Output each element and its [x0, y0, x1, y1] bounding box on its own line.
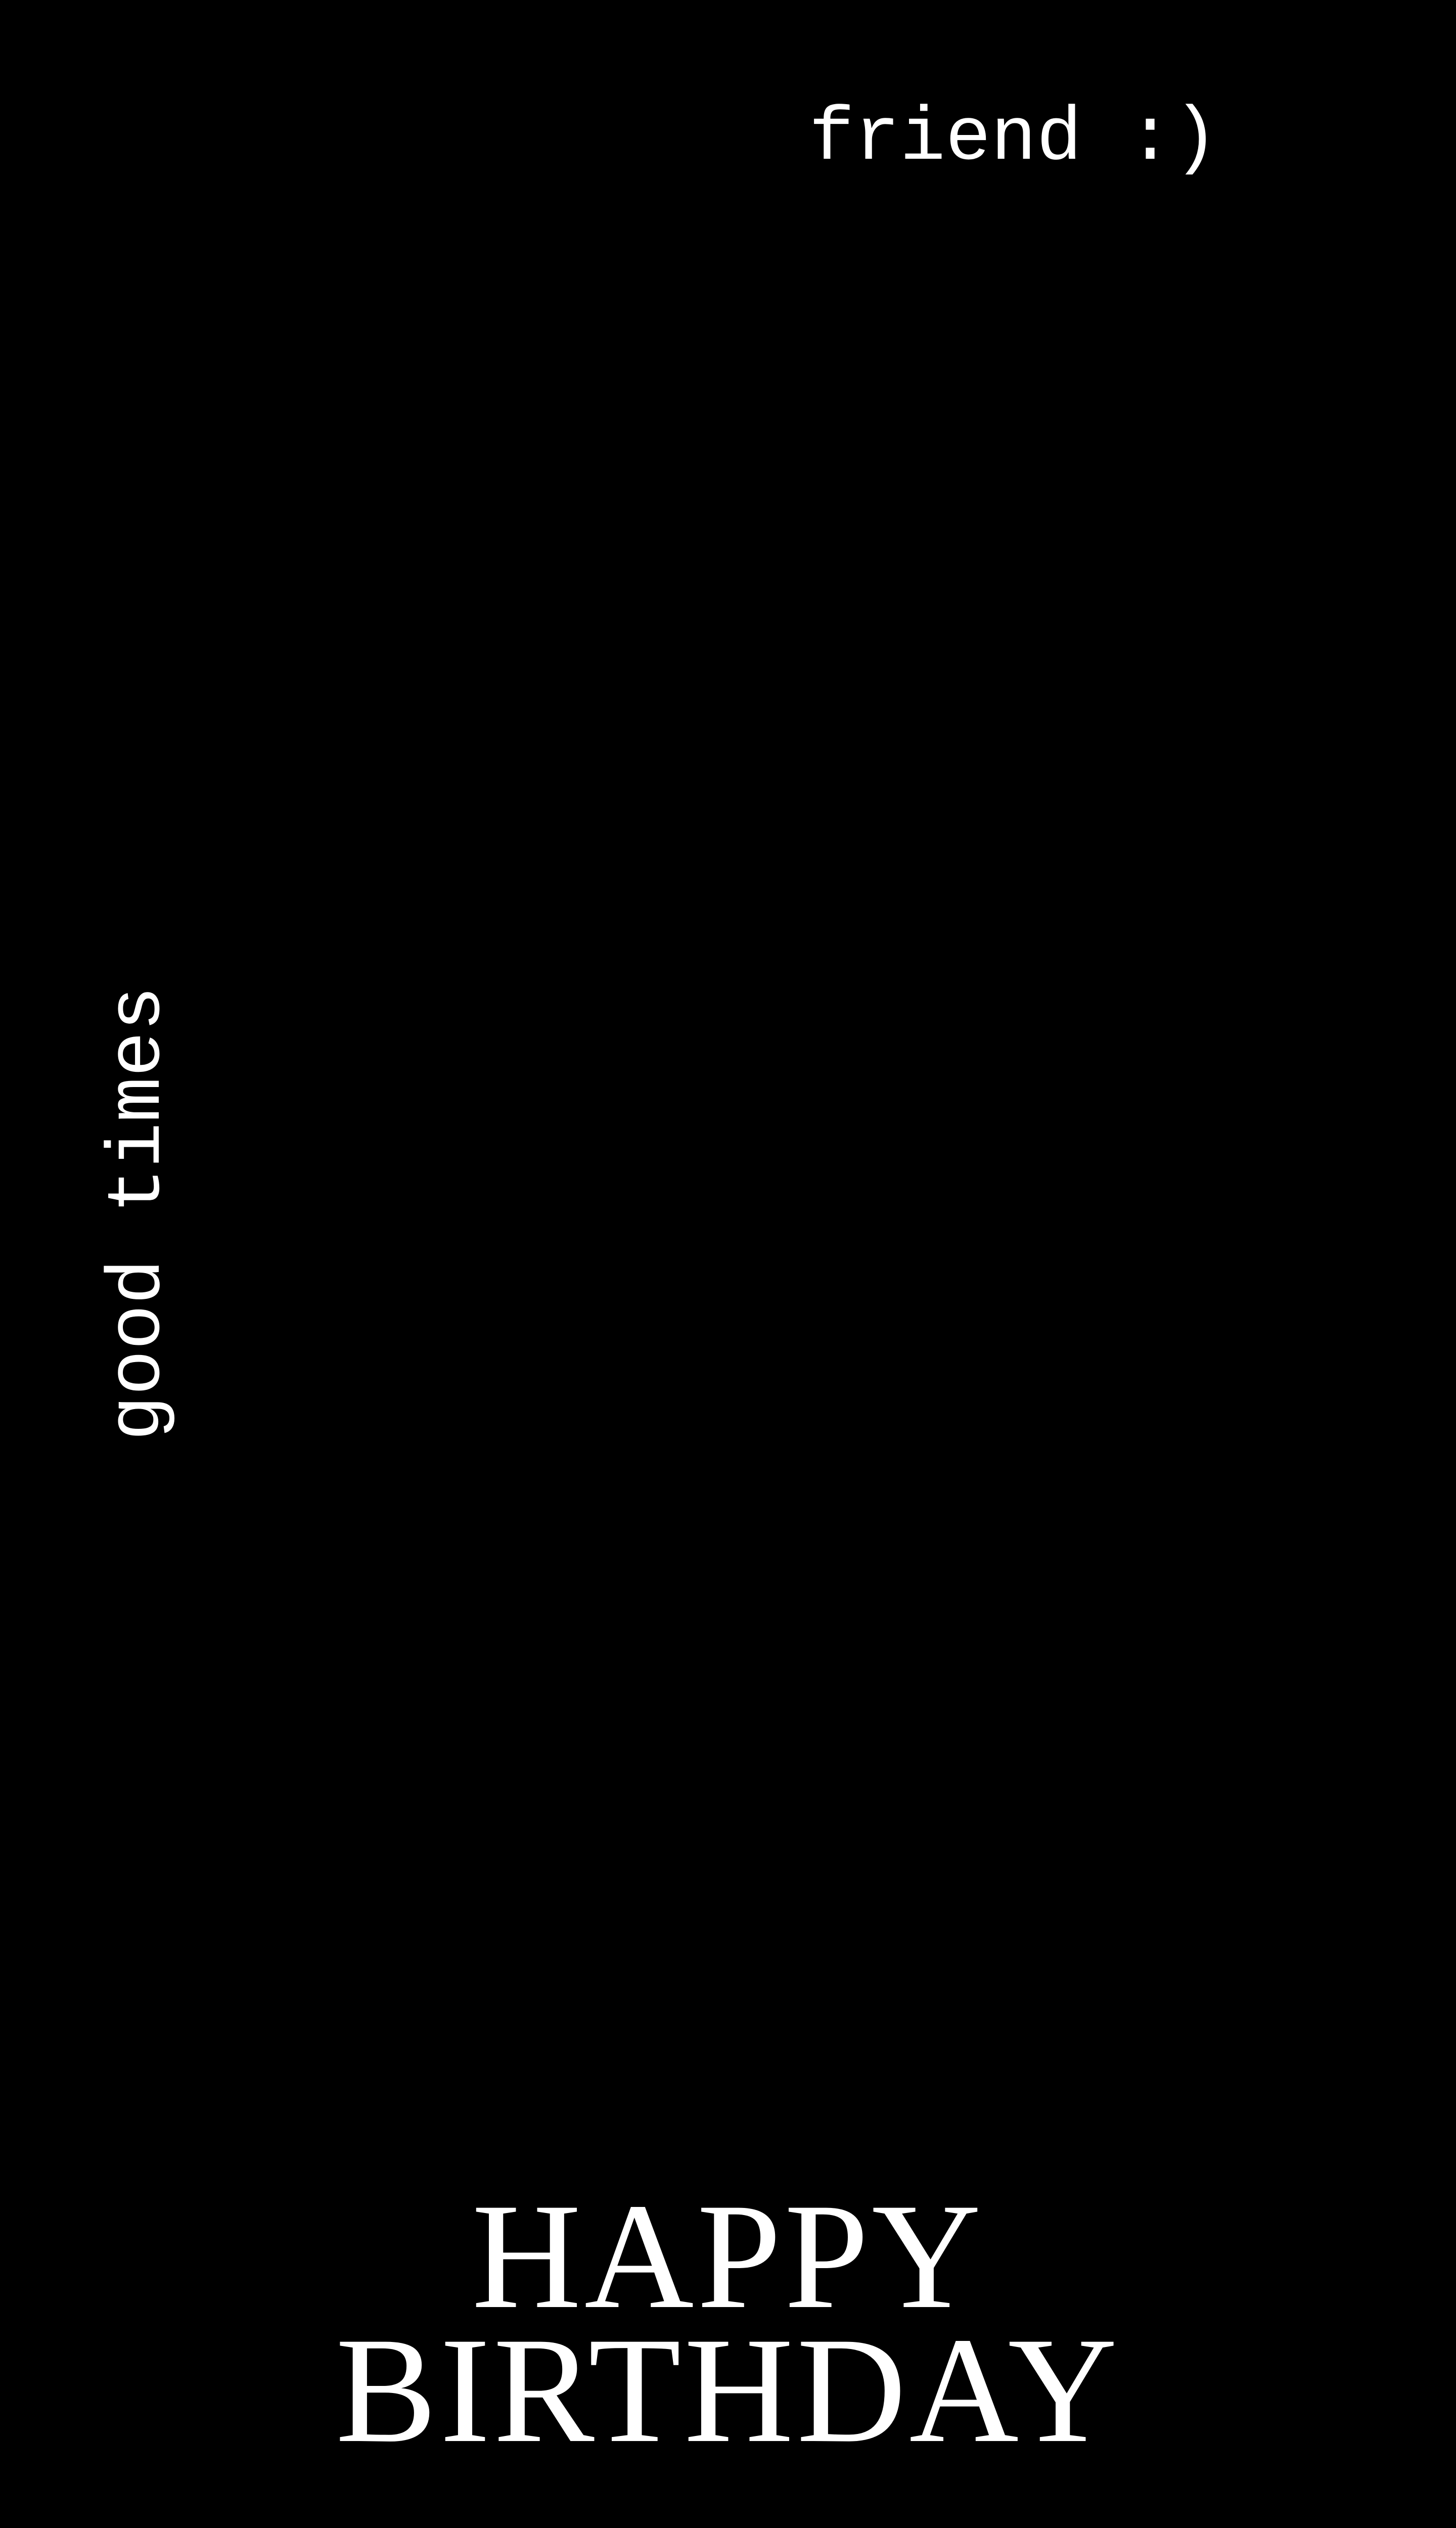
side-note-container: [96, 971, 182, 1456]
headline-line-2: BIRTHDAY: [335, 2306, 1121, 2474]
side-note: good times: [96, 985, 182, 1441]
headline-line-1: HAPPY: [472, 2172, 984, 2340]
top-note: friend :): [809, 96, 1219, 182]
headline: [0, 2172, 1456, 2474]
